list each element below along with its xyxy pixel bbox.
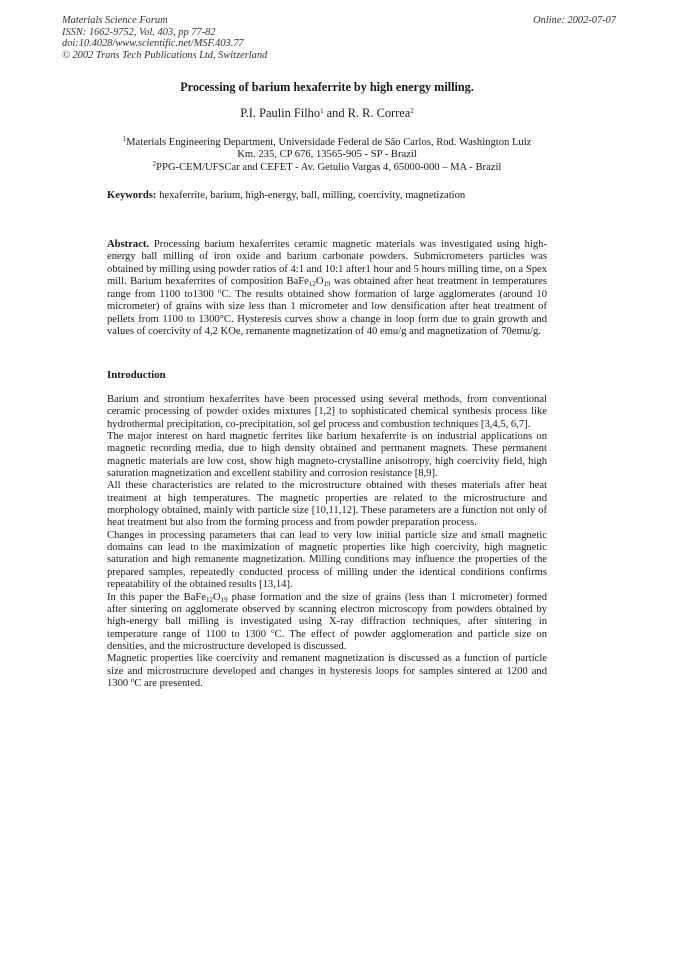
author-mark: 1 xyxy=(320,107,324,115)
superscript: o xyxy=(217,286,222,295)
paragraph-text: O xyxy=(213,591,221,603)
affiliation-mark: 2 xyxy=(152,159,157,168)
abstract-text: Processing barium hexaferrites ceramic magnetic materials was investigated using high-energy ball milling of iron oxide and barium carbonate powders. Submicrometers particles was obtained by milling using powder ratios of 4:1 and 10:1 after1 hour and 5 hours milling time, on a Spex mill. Barium hexaferrites of composition BaFe xyxy=(107,239,547,288)
subscript: 12 xyxy=(308,280,316,289)
issn-line: ISSN: 1662-9752, Vol. 403, pp 77-82 xyxy=(62,26,216,38)
affiliation-line: Km. 235, CP 676, 13565-905 - SP - Brazil xyxy=(237,149,417,161)
affiliation-text: Materials Engineering Department, Universidade Federal de São Carlos, Rod. Washington Luiz xyxy=(126,137,532,148)
publication-info xyxy=(62,15,422,61)
superscript: o xyxy=(130,675,135,684)
subscript: 19 xyxy=(323,280,331,289)
affiliation-line xyxy=(107,137,547,149)
paragraph-text: C are presented. xyxy=(134,677,203,689)
abstract-label: Abstract. xyxy=(107,239,150,250)
paragraph: Barium and strontium hexaferrites have been processed using several methods, from conventional ceramic processing of powder oxides mixtures [1,2] to sophisticated chemical synthesis process like hydrothermal precipitation, co-precipitation, sol gel process and combustion techniques [3,4,5, 6,7]. xyxy=(107,394,547,430)
superscript: o xyxy=(271,626,275,635)
paragraph-text: C. The effect of powder agglomeration and particle size on densities, and the microstructure developed is discussed. xyxy=(107,628,547,652)
keywords xyxy=(107,190,547,202)
paragraph: All these characteristics are related to the microstructure obtained with theses materials after heat treatment at high temperatures. The magnetic properties are related to the microstructure and morphology obtained, mainly with particle size [10,11,12]. These parameters are a function not only of heat treatment but also from the forming process and from powder preparation process. xyxy=(107,480,547,529)
subscript: 19 xyxy=(220,595,228,604)
abstract-text: O xyxy=(315,276,324,288)
paragraph-text: phase formation and the size of grains (less than 1 micrometer) formed after sintering on agglomerate observed by scanning electron microscopy from powders obtained by high-energy ball milling is investigated using X-ray diffraction techniques, after sintering in temperature range of 1100 to 1300 xyxy=(107,591,547,640)
copyright-line: © 2002 Trans Tech Publications Ltd, Switzerland xyxy=(62,49,268,61)
author-connector: and xyxy=(323,106,348,120)
introduction-body xyxy=(107,394,547,690)
author-name: P.I. Paulin Filho xyxy=(240,106,321,120)
author-line xyxy=(107,106,547,121)
paragraph-text: In this paper the BaFe xyxy=(107,591,206,603)
paragraph xyxy=(107,592,547,654)
paragraph xyxy=(107,653,547,690)
section-heading: Introduction xyxy=(107,369,166,381)
keywords-label: Keywords: xyxy=(107,190,157,201)
paragraph-text: Magnetic properties like coercivity and remanent magnetization is discussed as a function of particle size and microstructure developed and changes in hysteresis loops for samples sintered at 1200 and 1300 xyxy=(107,653,547,689)
paragraph: Changes in processing parameters that can lead to very low initial particle size and small magnetic domains can lead to the maximization of magnetic properties like high coercivity, high magnetic saturation and high remanente magnetization. Milling conditions may influence the properties of the prepared samples, repeatedly conducted process of milling under the identical conditions confirms repeatability of the obtained results [13,14]. xyxy=(107,529,547,591)
author-name: R. R. Correa xyxy=(347,106,411,120)
keywords-text: hexaferrite, barium, high-energy, ball, milling, coercivity, magnetization xyxy=(156,190,466,201)
affiliation-line xyxy=(107,159,547,174)
abstract-text: was obtained after heat treatment in temperatures range from 1100 to1300 xyxy=(107,276,547,300)
journal-name: Materials Science Forum xyxy=(62,15,168,26)
paragraph: The major interest on hard magnetic ferrites like barium hexaferrite is on industrial applications on magnetic recording media, due to high density obtained and permanent magnets. These permanent magnetic materials are low cost, show high magneto-crystalline anisotropy, high coercivity field, high saturation magnetization and excellent stability and corrosion resistance [8,9]. xyxy=(107,431,547,480)
abstract xyxy=(107,239,547,339)
affiliation-text: PPG-CEM/UFSCar and CEFET - Av. Getulio Vargas 4, 65000-000 – MA - Brazil xyxy=(156,161,502,173)
abstract-text: C. The results obtained show formation of large agglomerates (around 10 micrometer) of grains with size less than 1 micrometer and low densification after heat treatment of pellets from 1100 to 1300°C. Hysteresis curves show a change in loop form due to grain growth and values of coercivity of 4,2 KOe, remanente magnetization of 40 emu/g and magnetization of 70emu/g. xyxy=(107,288,548,338)
affiliation-mark: 1 xyxy=(122,135,127,143)
subscript: 12 xyxy=(206,595,213,604)
online-date: Online: 2002-07-07 xyxy=(533,15,616,26)
doi-line: doi:10.4028/www.scientific.net/MSF.403.77 xyxy=(62,38,244,50)
author-mark: 2 xyxy=(410,107,414,115)
affiliations xyxy=(107,137,547,174)
paper-title: Processing of barium hexaferrite by high energy milling. xyxy=(180,80,474,94)
